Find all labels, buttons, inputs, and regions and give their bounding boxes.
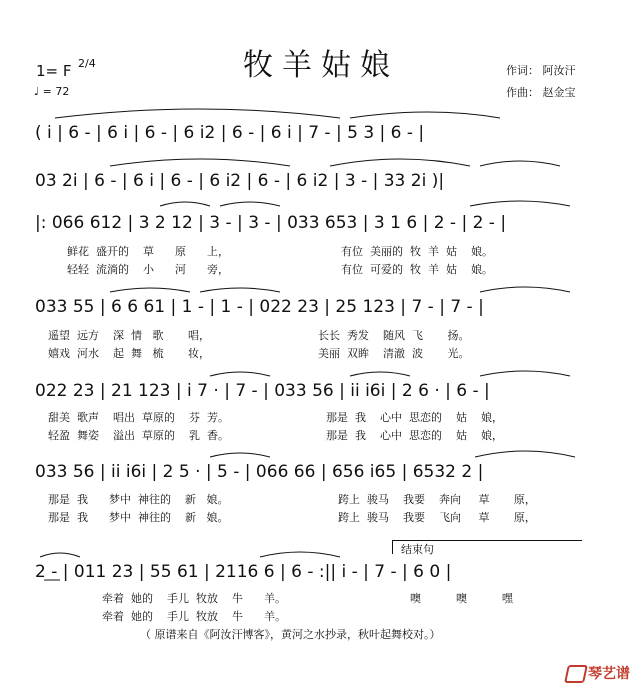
score-line-3: |: 066 612 | 3 2 12 | 3 - | 3 - | 033 653 | 3 1 6 | 2 - | 2 - |	[35, 213, 507, 233]
score-line-1: ( i | 6 - | 6 i | 6 - | 6 i2 | 6 - | 6 i | 7 - | 5 3 | 6 - |	[35, 123, 425, 143]
slur-arc	[200, 288, 280, 292]
score-line-6: 033 56 | ii i6i | 2 5 · | 5 - | 066 66 | 656 i65 | 6532 2 |	[35, 462, 484, 482]
slur-arc	[480, 371, 570, 376]
brand-mark-icon	[564, 665, 588, 683]
slur-arc	[350, 372, 410, 376]
slur-arc	[110, 159, 290, 166]
slur-arc	[160, 202, 210, 206]
slur-arc	[480, 161, 560, 166]
footnote: （ 原谱来自《阿汝汗博客》，黄河之水抄录，秋叶起舞校对。）	[140, 628, 441, 641]
composer-credit: 作曲： 赵金宝	[506, 86, 576, 99]
slur-arc	[260, 552, 340, 557]
lyric-line: 轻轻 流淌的 小 河 旁，	[67, 263, 229, 276]
lyric-line: 甜美 歌声 唱出 草原的 芬 芳。	[48, 411, 229, 424]
key-label: 1= F	[36, 62, 72, 80]
score-line-2: 03 2i | 6 - | 6 i | 6 - | 6 i2 | 6 - | 6 i2 | 3 - | 33 2i )|	[35, 171, 445, 191]
time-signature-label: 2/4	[78, 57, 96, 70]
lyric-line: 有位 可爱的 牧 羊 姑 娘。	[341, 263, 493, 276]
slur-arc	[470, 201, 570, 206]
slur-arc	[210, 453, 270, 457]
lyric-line: 牵着 她的 手儿 牧放 牛 羊。	[102, 592, 286, 605]
lyric-line: 那是 我 梦中 神往的 新 娘。	[48, 493, 229, 506]
slur-arc	[110, 288, 190, 292]
ending-bracket	[392, 540, 582, 554]
lyric-line: 鲜花 盛开的 草 原 上，	[67, 245, 229, 258]
slur-arc	[210, 372, 270, 376]
slur-arc	[40, 553, 80, 557]
key-signature	[36, 62, 72, 80]
lyric-line: 噢 噢 嘿	[410, 592, 513, 605]
score-line-7: 2 - | 011 23 | 55 61 | 2116 6 | 6 - :|| i - | 7 - | 6 0 |	[35, 562, 452, 582]
time-signature	[78, 58, 96, 69]
slur-arc	[220, 202, 280, 206]
slur-arc	[55, 109, 340, 118]
score-line-4: 033 55 | 6 6 61 | 1 - | 1 - | 022 23 | 25 123 | 7 - | 7 - |	[35, 297, 484, 317]
brand-label: 琴艺谱	[588, 666, 630, 682]
lyricist-credit: 作词： 阿汝汗	[506, 64, 576, 77]
lyric-line: 跨上 骏马 我要 飞向 草 原，	[338, 511, 536, 524]
lyric-line: 那是 我 心中 思恋的 姑 娘，	[326, 411, 503, 424]
brand-logo	[566, 663, 630, 683]
lyric-line: 遥望 远方 深 情 歌 唱，	[48, 329, 210, 342]
lyric-line: 那是 我 梦中 神往的 新 娘。	[48, 511, 229, 524]
slur-arc	[480, 287, 570, 292]
lyric-line: 牵着 她的 手儿 牧放 牛 羊。	[102, 610, 286, 623]
slur-arc	[475, 451, 575, 457]
lyric-line: 嬉戏 河水 起 舞 梳 妆，	[48, 347, 210, 360]
ending-label: 结束句	[401, 543, 434, 556]
score-line-5: 022 23 | 21 123 | i 7 · | 7 - | 033 56 | ii i6i | 2 6 · | 6 - |	[35, 381, 490, 401]
song-title: 牧羊姑娘	[243, 48, 399, 83]
lyric-line: 那是 我 心中 思恋的 姑 娘，	[326, 429, 503, 442]
lyric-line: 跨上 骏马 我要 奔向 草 原，	[338, 493, 536, 506]
tempo-marking: ♩ = 72	[34, 85, 70, 98]
lyric-line: 长长 秀发 随风 飞 扬。	[318, 329, 470, 342]
lyric-line: 有位 美丽的 牧 羊 姑 娘。	[341, 245, 493, 258]
lyric-line: 美丽 双眸 清澈 波 光。	[318, 347, 470, 360]
slur-arc	[330, 159, 470, 166]
slur-arc	[350, 112, 500, 118]
lyric-line: 轻盈 舞姿 溢出 草原的 乳 香。	[48, 429, 229, 442]
